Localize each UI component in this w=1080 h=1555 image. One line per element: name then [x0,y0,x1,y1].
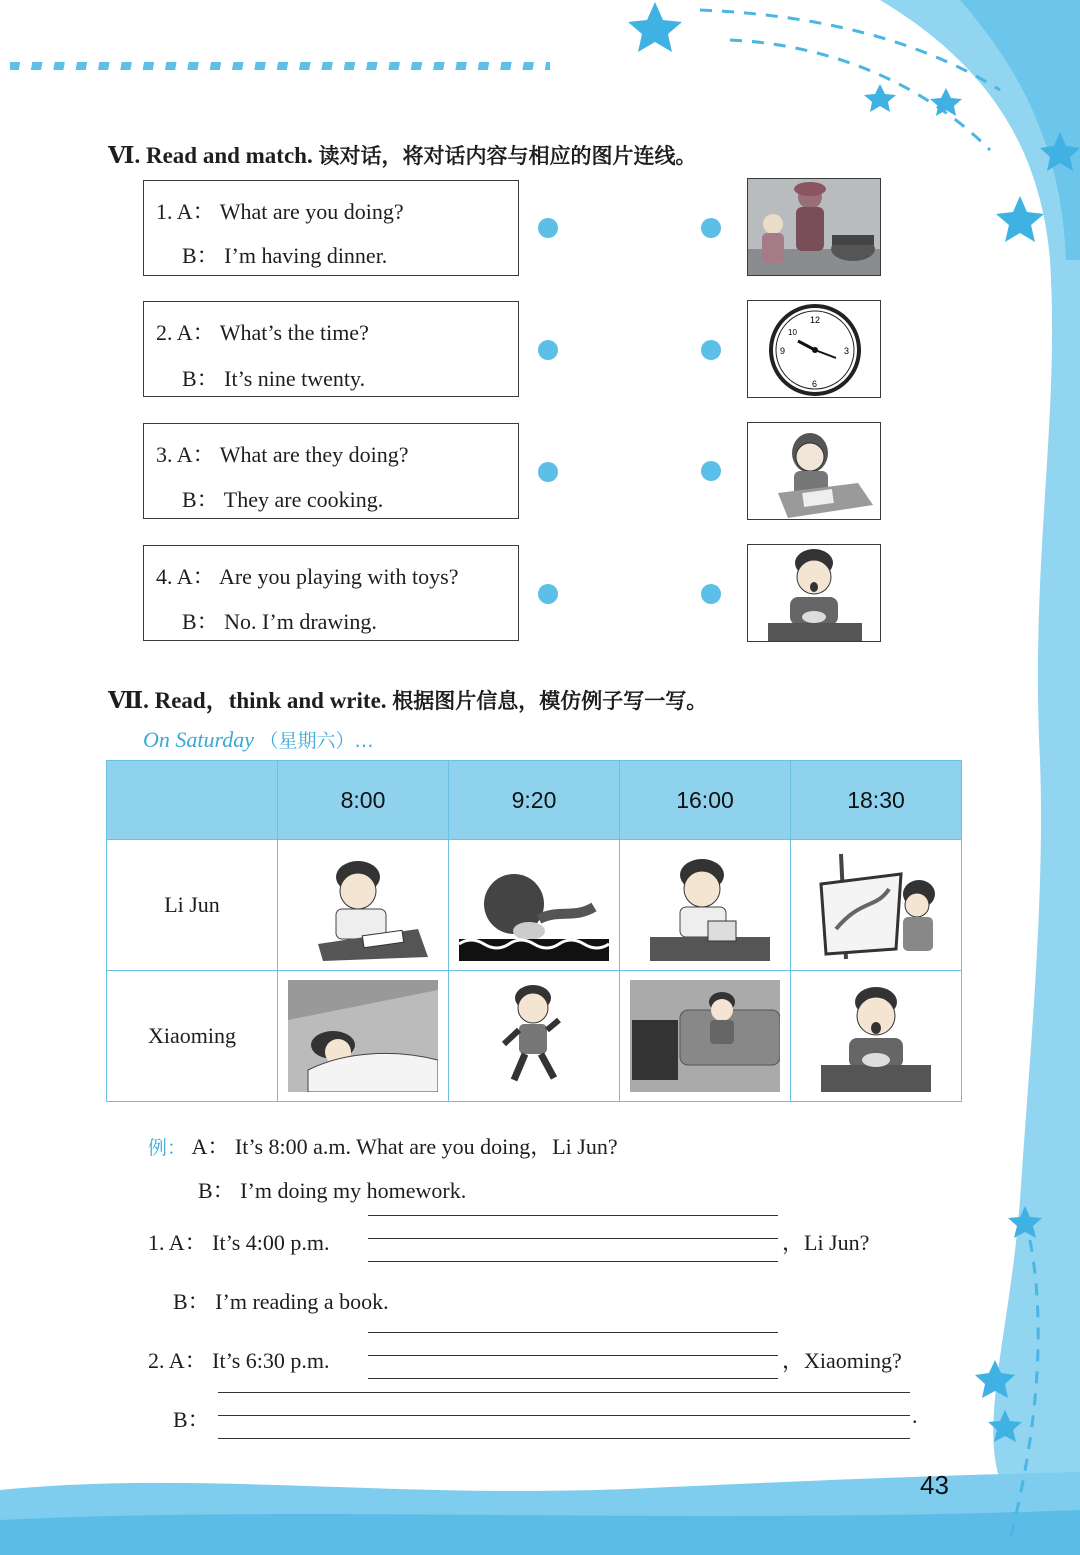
match-dot-left-3[interactable] [538,462,558,482]
table-cell [278,971,449,1102]
table-cell [620,971,791,1102]
dashed-decoration [10,62,550,70]
painting-icon [801,849,951,961]
q2-a-prefix: 2. A： It’s 6:30 p.m. [148,1348,330,1373]
table-cell [791,840,962,971]
table-row [107,971,962,1102]
match-dot-left-1[interactable] [538,218,558,238]
match-dot-right-2[interactable] [701,340,721,360]
dialogue-2-b: B： It’s nine twenty. [182,366,366,391]
svg-text:3: 3 [844,346,850,356]
right-wave-border [880,0,1080,1480]
q1-answer-line[interactable] [368,1238,778,1239]
svg-text:9: 9 [780,346,786,356]
section7-title-cn: 根据图片信息，模仿例子写一写。 [392,689,708,713]
example-label: 例： [148,1137,187,1159]
svg-text:12: 12 [810,315,821,325]
q1-b: B： I’m reading a book. [173,1289,389,1314]
boy-eating-icon [747,544,881,642]
section7-title [108,682,707,715]
q2-answer-line[interactable] [368,1378,778,1379]
match-dot-right-4[interactable] [701,584,721,604]
schedule-table [106,760,962,1102]
subtitle-en: On Saturday [143,727,255,752]
q1-a-prefix: 1. A： It’s 4:00 p.m. [148,1230,330,1255]
sleeping-icon [288,980,438,1092]
match-dot-left-2[interactable] [538,340,558,360]
match-dot-right-3[interactable] [701,461,721,481]
table-row [107,840,962,971]
swimming-icon [459,849,609,961]
dialogue-box-3 [143,423,519,519]
section7-numeral: Ⅶ. [108,688,149,713]
dialogue-3-a: 3. A： What are they doing? [156,442,409,467]
dialogue-2-a: 2. A： What’s the time? [156,320,369,345]
dialogue-box-4 [143,545,519,641]
table-header-row [107,761,962,840]
svg-text:6: 6 [812,379,818,389]
match-dot-left-4[interactable] [538,584,558,604]
cooking-scene-icon [747,178,881,276]
q2-a-suffix: ，Xiaoming? [782,1348,902,1373]
time-header: 18:30 [791,761,962,840]
section7-title-en: Read，think and write. [154,688,387,713]
q2-answer-line[interactable] [368,1332,778,1333]
example-line-b: B： I’m doing my homework. [198,1178,467,1203]
doing-homework-icon [288,849,438,961]
eating-icon [801,980,951,1092]
q2-b-answer-line[interactable] [218,1415,910,1416]
match-dot-right-1[interactable] [701,218,721,238]
running-icon [459,980,609,1092]
table-cell [449,971,620,1102]
watching-tv-icon [630,980,780,1092]
dialogue-4-b: B： No. I’m drawing. [182,609,377,634]
time-header: 9:20 [449,761,620,840]
reading-book-icon [630,849,780,961]
q2-b-answer-line[interactable] [218,1392,910,1393]
svg-text:10: 10 [788,328,797,337]
q2-b-prefix: B： [173,1407,210,1432]
row-name: Li Jun [107,840,278,971]
table-cell [791,971,962,1102]
q1-answer-line[interactable] [368,1215,778,1216]
row-name: Xiaoming [107,971,278,1102]
q2-b-suffix: . [912,1403,918,1428]
section6-title [108,140,696,170]
q1-a-suffix: ，Li Jun? [782,1230,870,1255]
time-header: 8:00 [278,761,449,840]
page-number: 43 [920,1470,949,1500]
time-header: 16:00 [620,761,791,840]
section6-numeral: Ⅵ. [108,143,141,168]
dialogue-1-b: B： I’m having dinner. [182,243,388,268]
dialogue-box-2 [143,301,519,397]
table-cell [278,840,449,971]
dialogue-1-a: 1. A： What are you doing? [156,199,404,224]
clock-icon [747,300,881,398]
q2-b-answer-line[interactable] [218,1438,910,1439]
q1-answer-line[interactable] [368,1261,778,1262]
q2-answer-line[interactable] [368,1355,778,1356]
example-line-a [148,1130,618,1161]
section6-title-en: Read and match. [145,143,313,168]
example-a-text: A： It’s 8:00 a.m. What are you doing，Li Jun? [191,1134,618,1159]
dialogue-4-a: 4. A： Are you playing with toys? [156,564,459,589]
dialogue-box-1 [143,180,519,276]
table-cell [620,840,791,971]
dialogue-3-b: B： They are cooking. [182,487,384,512]
section6-title-cn: 读对话，将对话内容与相应的图片连线。 [318,144,697,168]
table-cell [449,840,620,971]
schedule-subtitle [143,726,374,753]
table-corner-cell [107,761,278,840]
girl-drawing-icon [747,422,881,520]
subtitle-cn: （星期六）… [259,730,374,752]
